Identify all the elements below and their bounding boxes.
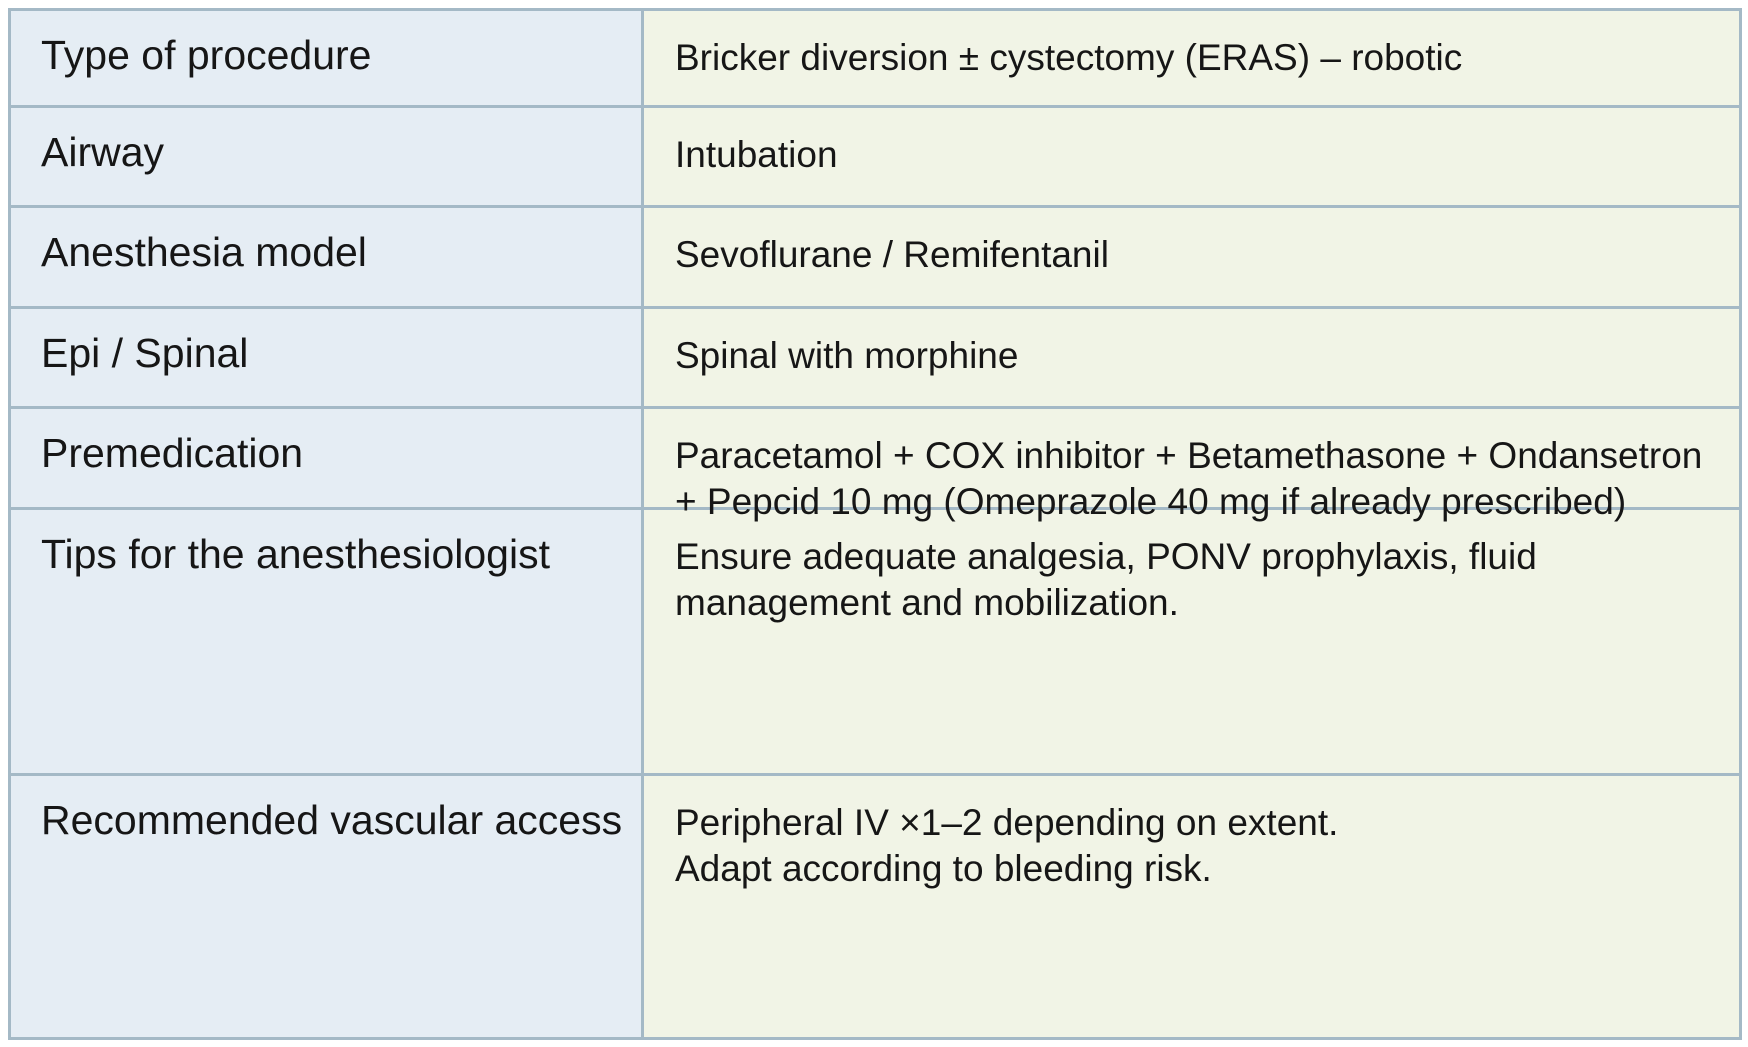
row-value-line: Sevoflurane / Remifentanil <box>675 234 1109 275</box>
row-value-line: Peripheral IV ×1–2 depending on extent. <box>675 802 1339 843</box>
row-label: Epi / Spinal <box>41 330 249 376</box>
row-value-cell <box>644 208 1739 306</box>
row-value-line: Intubation <box>675 134 838 175</box>
row-label-cell <box>11 409 644 507</box>
row-label-cell <box>11 309 644 406</box>
row-label-cell <box>11 108 644 205</box>
table-row <box>11 306 1739 406</box>
row-label: Recommended vascular access <box>41 797 623 843</box>
table-row <box>11 507 1739 773</box>
table-row <box>11 11 1739 105</box>
table-row <box>11 205 1739 306</box>
row-label-cell <box>11 208 644 306</box>
row-value-line-overflowing: + Pepcid 10 mg (Omeprazole 40 mg if already prescribed) <box>675 481 1627 522</box>
row-label-cell <box>11 11 644 105</box>
table-row <box>11 105 1739 205</box>
row-value-line: Spinal with morphine <box>675 335 1019 376</box>
row-value-line: Adapt according to bleeding risk. <box>675 848 1212 889</box>
row-value-cell <box>644 11 1739 105</box>
row-value-line: Paracetamol + COX inhibitor + Betamethasone + Ondansetron <box>675 435 1703 476</box>
table-row <box>11 773 1739 1037</box>
row-value-line: Ensure adequate analgesia, PONV prophylaxis, fluid <box>675 536 1537 577</box>
row-value-cell <box>644 510 1739 773</box>
row-value-line: management and mobilization. <box>675 582 1179 623</box>
row-label: Tips for the anesthesiologist <box>41 531 550 577</box>
row-value-cell <box>644 309 1739 406</box>
procedure-table <box>8 8 1742 1040</box>
row-value-cell <box>644 409 1739 522</box>
row-value-cell <box>644 776 1739 1037</box>
row-label-cell <box>11 776 644 1037</box>
row-label: Anesthesia model <box>41 229 367 275</box>
row-label: Premedication <box>41 430 304 476</box>
row-value-cell <box>644 108 1739 205</box>
row-label-cell <box>11 510 644 773</box>
row-value-line: Bricker diversion ± cystectomy (ERAS) – robotic <box>675 37 1463 78</box>
row-label: Airway <box>41 129 165 175</box>
row-label: Type of procedure <box>41 32 372 78</box>
table-row <box>11 406 1739 522</box>
